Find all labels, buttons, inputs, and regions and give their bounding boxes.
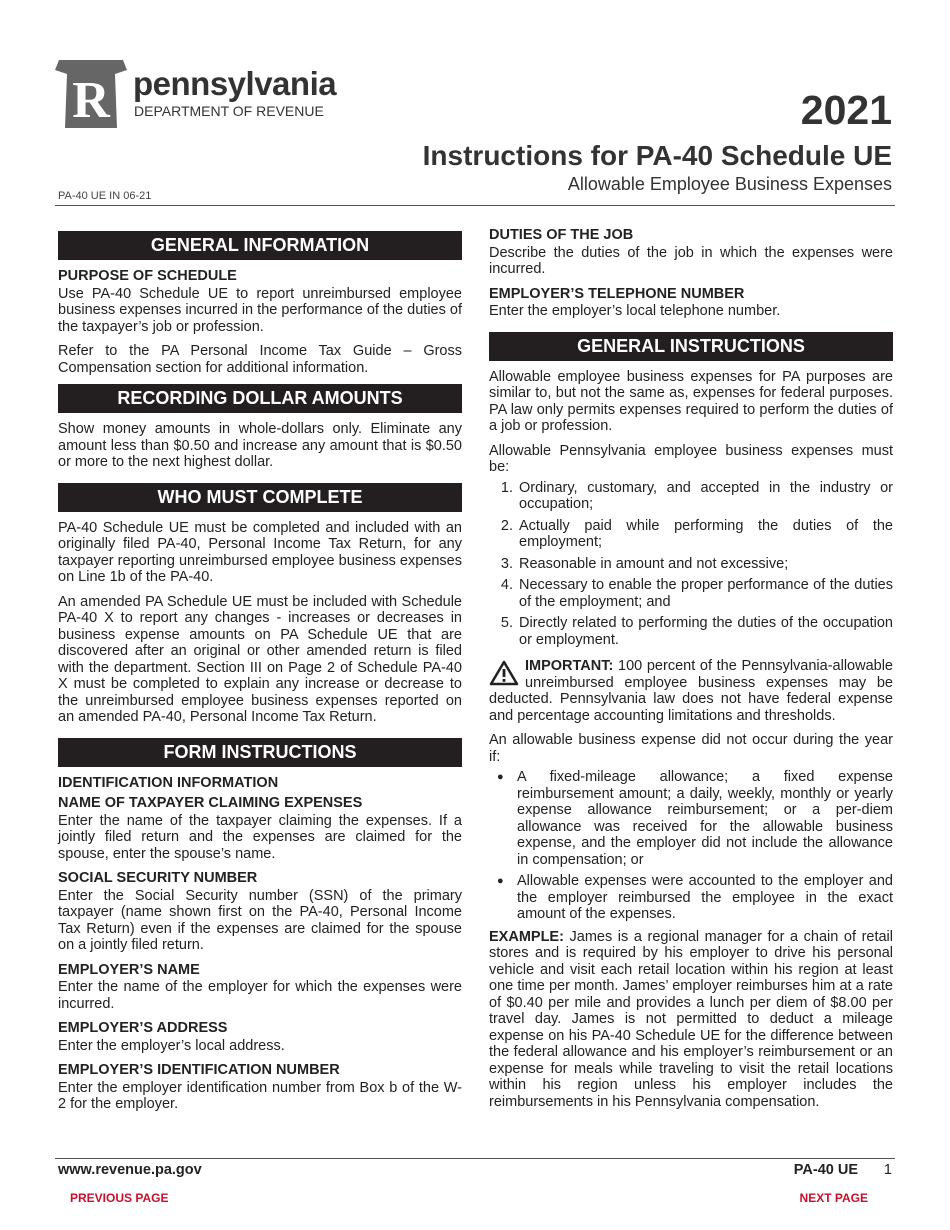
section-banner-general-information: GENERAL INFORMATION <box>58 231 462 260</box>
heading-employer-address: EMPLOYER’S ADDRESS <box>58 1020 228 1036</box>
paragraph-ssn: Enter the Social Security number (SSN) of the primary taxpayer (name shown first on the PA-40, Personal Income Tax Return) even if the expenses are claimed for the spouse on a jointly filed return. <box>58 887 462 953</box>
important-label: IMPORTANT: <box>525 658 614 674</box>
heading-employer-name: EMPLOYER’S NAME <box>58 961 200 978</box>
list-item: ● Allowable expenses were accounted to the employer and the employer reimbursed the employee in the exact amount of the expenses. <box>517 873 893 923</box>
logo-wordmark: pennsylvania <box>133 65 337 102</box>
expense-conditions-list <box>489 769 893 923</box>
paragraph-purpose: Use PA-40 Schedule UE to report unreimbursed employee business expenses incurred in the performance of the duties of the taxpayer’s job or profession. <box>58 285 462 335</box>
page-title: Instructions for PA-40 Schedule UE <box>422 140 892 171</box>
footer-website: www.revenue.pa.gov <box>58 1162 202 1178</box>
page-number: 1 <box>883 1162 892 1178</box>
heading-employer-phone: EMPLOYER’S TELEPHONE NUMBER <box>489 285 745 302</box>
important-text: 100 percent of the Pennsylvania-allowable unreimbursed employee business expenses may be deducted. Pennsylvania law does not have federal expense and percentage accounting limitations and thresholds. <box>489 658 893 724</box>
next-page-link[interactable]: NEXT PAGE <box>799 1191 868 1205</box>
requirements-list <box>489 480 893 649</box>
right-column <box>489 227 893 1118</box>
paragraph-duties: Describe the duties of the job in which the expenses were incurred. <box>489 244 893 277</box>
list-item: 2. Actually paid while performing the duties of the employment; <box>517 518 893 551</box>
list-item: ● A fixed-mileage allowance; a fixed expense reimbursement amount; a daily, weekly, monthly or yearly expense allowance reimbursement; or a per-diem allowance was received for the allowable business expense, and the employer did not include the allowance in compensation; or <box>517 769 893 868</box>
section-banner-recording: RECORDING DOLLAR AMOUNTS <box>58 384 462 413</box>
logo-department: DEPARTMENT OF REVENUE <box>134 103 324 119</box>
list-item: 3. Reasonable in amount and not excessive; <box>517 556 893 573</box>
warning-icon <box>489 660 519 686</box>
paragraph-who-1: PA-40 Schedule UE must be completed and included with an originally filed PA-40, Personal Income Tax Return, for any taxpayer reporting unreimbursed employee business expenses on Line 1b of the PA-40. <box>58 519 462 585</box>
heading-purpose: PURPOSE OF SCHEDULE <box>58 268 237 284</box>
heading-employer-id: EMPLOYER’S IDENTIFICATION NUMBER <box>58 1062 340 1078</box>
paragraph-general-1: Allowable employee business expenses for PA purposes are similar to, but not the same as, expenses for federal purposes. PA law only permits expenses required to perform the duties of a job or profession. <box>489 368 893 434</box>
paragraph-taxpayer-name: Enter the name of the taxpayer claiming the expenses. If a jointly filed return and the expenses are claimed for the spouse, enter the spouse’s name. <box>58 812 462 862</box>
paragraph-refer-guide: Refer to the PA Personal Income Tax Guide – Gross Compensation section for additional information. <box>58 343 462 376</box>
important-note <box>489 658 893 724</box>
left-column <box>58 231 462 1121</box>
example-label: EXAMPLE: <box>489 928 564 945</box>
paragraph-general-2: Allowable Pennsylvania employee business expenses must be: <box>489 442 893 475</box>
paragraph-employer-id: Enter the employer identification number from Box b of the W-2 for the employer. <box>58 1079 462 1112</box>
section-banner-general-instructions: GENERAL INSTRUCTIONS <box>489 332 893 361</box>
page-subtitle: Allowable Employee Business Expenses <box>567 174 892 194</box>
previous-page-link[interactable]: PREVIOUS PAGE <box>70 1191 169 1205</box>
paragraph-employer-phone: Enter the employer’s local telephone number. <box>489 303 781 319</box>
pa-keystone-logo <box>55 60 127 128</box>
paragraph-who-2: An amended PA Schedule UE must be included with Schedule PA-40 X to report any changes - increases or decreases in business expense amounts on PA Schedule UE that are discovered after an original or other amended return is filed with the department. Section III on Page 2 of Schedule PA-40 X must be completed to explain any increase or decrease to the unreimbursed employee business expenses reported on an amended PA-40, Personal Income Tax Return. <box>58 593 462 725</box>
heading-taxpayer-name: NAME OF TAXPAYER CLAIMING EXPENSES <box>58 795 363 811</box>
paragraph-recording: Show money amounts in whole-dollars only. Eliminate any amount less than $0.50 and increase any amount that is $0.50 or more to the next highest dollar. <box>58 421 462 470</box>
list-item: 5. Directly related to performing the duties of the occupation or employment. <box>517 615 893 648</box>
heading-identification: IDENTIFICATION INFORMATION <box>58 774 279 791</box>
logo-letter: R <box>72 72 110 128</box>
list-item: 1. Ordinary, customary, and accepted in the industry or occupation; <box>517 480 893 513</box>
section-banner-form-instructions: FORM INSTRUCTIONS <box>58 738 462 767</box>
form-id: PA-40 UE IN 06-21 <box>58 190 152 202</box>
footer-divider <box>55 1158 895 1159</box>
paragraph-employer-name: Enter the name of the employer for which the expenses were incurred. <box>58 979 462 1012</box>
example-text: James is a regional manager for a chain of retail stores and is required by his employer to drive his personal vehicle and visit each retail location within his region at least one time per month. James’ employer reimburses him at a rate of $0.40 per mile and provides a lunch per diem of $8.00 per travel day. James is not permitted to deduct a mileage expense on his PA-40 Schedule UE for the difference between the federal allowance and his employer’s reimbursement or an expense for meals while traveling to visit the retail locations within his region unless his employer includes the reimbursements in his Pennsylvania compensation. <box>489 928 893 1110</box>
heading-duties: DUTIES OF THE JOB <box>489 227 634 243</box>
footer-form-name: PA-40 UE <box>793 1162 858 1178</box>
example-paragraph <box>489 929 893 1111</box>
header-divider <box>55 205 895 206</box>
section-banner-who-must-complete: WHO MUST COMPLETE <box>58 483 462 512</box>
list-item: 4. Necessary to enable the proper performance of the duties of the employment; and <box>517 577 893 610</box>
paragraph-employer-address: Enter the employer’s local address. <box>58 1037 285 1054</box>
heading-ssn: SOCIAL SECURITY NUMBER <box>58 870 258 886</box>
paragraph-general-3: An allowable business expense did not occur during the year if: <box>489 732 893 765</box>
tax-year: 2021 <box>800 87 892 133</box>
